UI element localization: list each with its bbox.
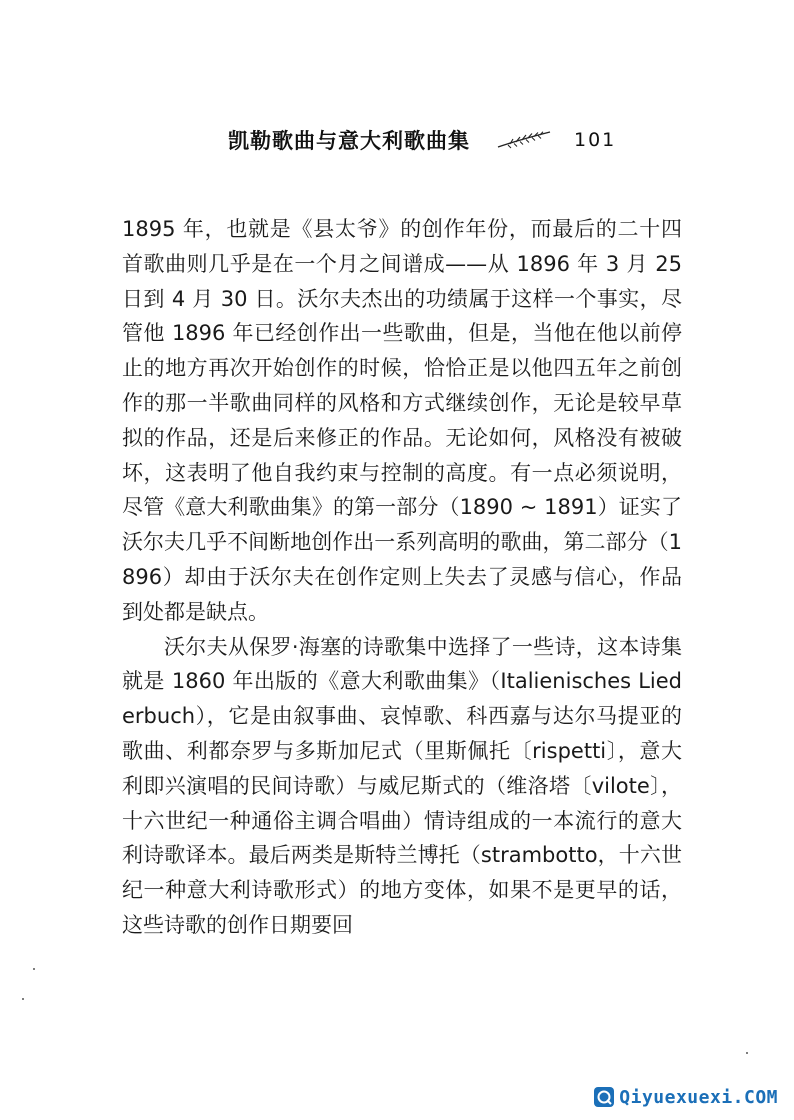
watermark-text: Qiyuexuexi.COM <box>619 1086 778 1108</box>
running-title: 凯勒歌曲与意大利歌曲集 <box>228 128 470 153</box>
running-header <box>228 122 616 158</box>
margin-dot <box>22 998 24 1000</box>
margin-dot <box>746 1052 748 1054</box>
body-text <box>122 212 682 943</box>
watermark-logo-icon <box>593 1086 615 1108</box>
watermark <box>593 1086 778 1108</box>
margin-dot <box>33 968 35 970</box>
page-number: 101 <box>574 129 617 151</box>
paragraph-2: 沃尔夫从保罗·海塞的诗歌集中选择了一些诗，这本诗集就是 1860 年出版的《意大利歌曲集》（Italienisches Liederbuch），它是由叙事曲、哀悼歌、科西嘉与达尔马提亚的歌曲、利都奈罗与多斯加尼式（里斯佩托〔rispetti〕，意大利即兴演唱的民间诗歌）与威尼斯式的（维洛塔〔vilote〕，十六世纪一种通俗主调合唱曲）情诗组成的一本流行的意大利诗歌译本。最后两类是斯特兰博托（strambotto，十六世纪一种意大利诗歌形式）的地方变体，如果不是更早的话，这些诗歌的创作日期要回 <box>122 634 682 937</box>
paragraph-1: 1895 年，也就是《县太爷》的创作年份，而最后的二十四首歌曲则几乎是在一个月之间谱成——从 1896 年 3 月 25 日到 4 月 30 日。沃尔夫杰出的功绩属于这样一个事实，尽管他 1896 年已经创作出一些歌曲，但是，当他在他以前停止的地方再次开始创作的时候，恰恰正是以他四五年之前创作的那一半歌曲同样的风格和方式继续创作，无论是较早草拟的作品，还是后来修正的作品。无论如何，风格没有被破坏，这表明了他自我约束与控制的高度。有一点必须说明，尽管《意大利歌曲集》的第一部分（1890 ~ 1891）证实了沃尔夫几乎不间断地创作出一系列高明的歌曲，第二部分（1896）却由于沃尔夫在创作定则上失去了灵感与信心，作品到处都是缺点。 <box>122 217 682 624</box>
feather-ornament-icon <box>496 130 552 150</box>
